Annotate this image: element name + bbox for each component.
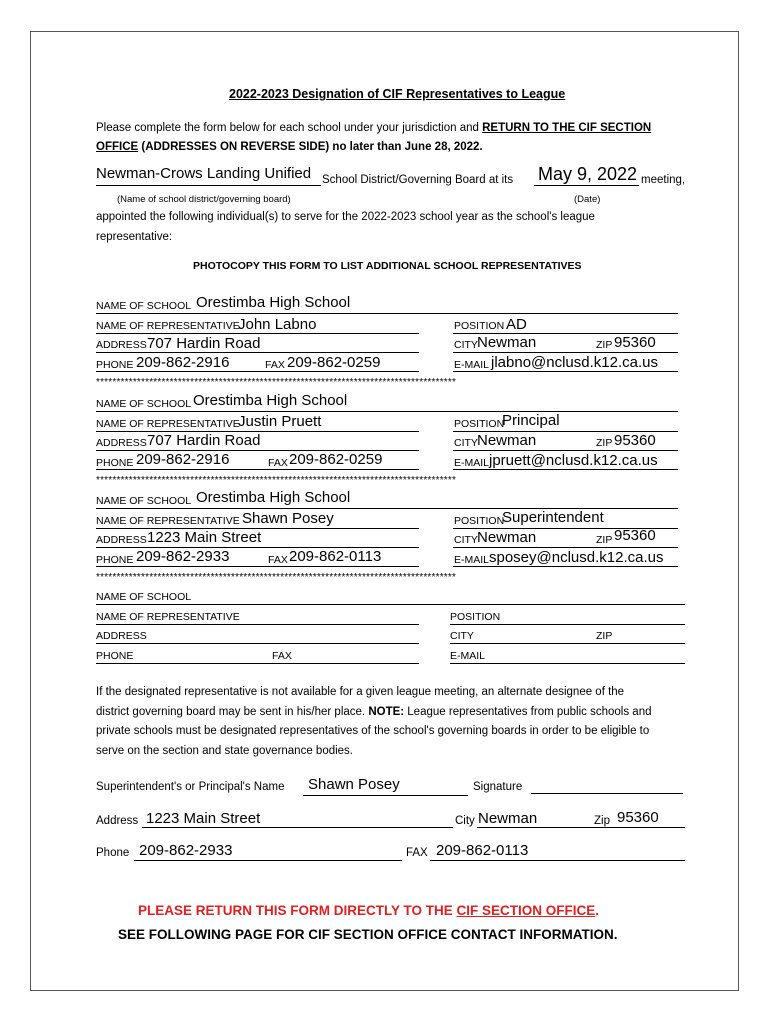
city-zip-field[interactable] [450,643,685,644]
city-zip-underline [453,450,678,451]
address-field[interactable] [96,643,419,644]
position-label: POSITION [450,611,501,623]
phone-fax-underline [96,469,419,470]
city-value[interactable]: Newman [477,432,537,449]
city-label: CITY [450,630,474,642]
signoff-fax-label: FAX [406,847,428,859]
signoff-phone-underline [134,860,402,861]
phone-fax-field[interactable] [96,663,419,664]
notice-line-4: serve on the section and state governance bodies. [96,745,354,757]
title-text: 2022-2023 Designation of CIF Representatives to League [229,87,566,101]
signoff-zip-label: Zip [594,815,610,827]
city-label: CITY [454,437,478,449]
city-zip-underline [453,352,678,353]
phone-value[interactable]: 209-862-2916 [136,451,230,468]
return-text: PLEASE RETURN THIS FORM DIRECTLY TO THE [138,903,457,918]
zip-label: ZIP [596,534,613,546]
address-label: ADDRESS [96,339,147,351]
rep-value[interactable]: Justin Pruett [238,413,322,430]
school-value[interactable]: Orestimba High School [193,392,348,409]
city-value[interactable]: Newman [477,334,537,351]
position-value[interactable]: Superintendent [502,509,604,526]
address-label: ADDRESS [96,437,147,449]
city-label: CITY [454,534,478,546]
fax-label: FAX [268,457,288,469]
rep-label: NAME OF REPRESENTATIVE [96,320,240,332]
date-value[interactable]: May 9, 2022 [538,164,638,184]
position-label: POSITION [454,320,505,332]
intro-line-1 [96,122,651,134]
appoint-line-2: representative: [96,231,173,243]
separator-1: **************************************************************************************** [96,377,457,388]
signoff-address-underline [142,827,453,828]
email-label: E-MAIL [450,650,486,662]
address-underline [96,352,419,353]
page-title [229,87,565,101]
email-value[interactable]: jpruett@nclusd.k12.ca.us [489,452,658,469]
notice-text-2b: League representatives from public schools and [404,706,652,718]
notice-text-2a: district governing board may be sent in his/her place. [96,706,369,718]
rep-label: NAME OF REPRESENTATIVE [96,611,240,623]
phone-label: PHONE [96,650,134,662]
intro-text: Please complete the form below for each school under your jurisdiction and [96,122,483,134]
signoff-name-underline [303,795,468,796]
phone-fax-underline [96,371,419,372]
signoff-name-value[interactable]: Shawn Posey [308,776,400,793]
email-label: E-MAIL [454,457,490,469]
district-caption: (Name of school district/governing board) [117,194,291,205]
email-label: E-MAIL [454,359,490,371]
signoff-city-zip-underline [477,827,685,828]
email-underline [453,566,678,567]
rep-value[interactable]: John Labno [238,316,317,333]
photocopy-note: PHOTOCOPY THIS FORM TO LIST ADDITIONAL SCHOOL REPRESENTATIVES [193,260,582,272]
notice-note-label: NOTE: [368,706,405,718]
school-field[interactable] [96,604,685,605]
city-zip-underline [453,547,678,548]
school-underline [96,313,678,314]
address-label: ADDRESS [96,630,147,642]
intro-return-bold: RETURN TO THE CIF SECTION [482,122,652,134]
signoff-fax-value[interactable]: 209-862-0113 [436,842,529,859]
signoff-phone-label: Phone [96,847,130,859]
position-value[interactable]: Principal [502,412,560,429]
email-value[interactable]: sposey@nclusd.k12.ca.us [489,549,664,566]
signoff-city-value[interactable]: Newman [478,810,538,827]
rep-field[interactable] [96,624,419,625]
email-field[interactable] [450,663,685,664]
email-value[interactable]: jlabno@nclusd.k12.ca.us [491,354,658,371]
city-value[interactable]: Newman [477,529,537,546]
fax-value[interactable]: 209-862-0113 [289,548,382,565]
district-value[interactable]: Newman-Crows Landing Unified [96,165,312,182]
address-label: ADDRESS [96,534,147,546]
email-label: E-MAIL [454,554,490,566]
return-notice [138,903,599,918]
address-value[interactable]: 707 Hardin Road [147,335,261,352]
position-label: POSITION [454,418,505,430]
fax-label: FAX [268,554,288,566]
position-field[interactable] [450,624,685,625]
school-label: NAME OF SCHOOL [96,591,192,603]
school-label: NAME OF SCHOOL [96,495,192,507]
signature-label: Signature [473,781,523,793]
fax-label: FAX [265,359,285,371]
separator-3: **************************************************************************************** [96,572,457,583]
zip-value[interactable]: 95360 [614,527,656,544]
date-underline [534,185,639,186]
fax-label: FAX [272,650,292,662]
intro-deadline: (ADDRESSES ON REVERSE SIDE) no later than June 28, 2022. [138,141,483,153]
rep-label: NAME OF REPRESENTATIVE [96,418,240,430]
notice-line-1 [96,686,624,698]
position-label: POSITION [454,515,505,527]
position-value[interactable]: AD [506,316,527,333]
zip-value[interactable]: 95360 [614,432,656,449]
rep-label: NAME OF REPRESENTATIVE [96,515,240,527]
district-mid-text: School District/Governing Board at its [322,174,514,186]
signoff-city-label: City [455,815,475,827]
signature-field[interactable] [531,793,683,794]
fax-value[interactable]: 209-862-0259 [287,354,381,371]
rep-value[interactable]: Shawn Posey [242,510,334,527]
signoff-zip-value[interactable]: 95360 [617,809,659,826]
notice-line-3: private schools must be designated representatives of the school's governing boards in order to be eligible to [96,725,650,737]
notice-line-2 [96,706,652,718]
intro-office-bold: OFFICE [96,141,139,153]
signoff-fax-underline [430,860,685,861]
return-end: . [595,903,600,918]
phone-label: PHONE [96,457,134,469]
phone-label: PHONE [96,554,134,566]
address-value[interactable]: 1223 Main Street [147,529,262,546]
meeting-text: meeting, [641,174,686,186]
school-label: NAME OF SCHOOL [96,300,192,312]
city-label: CITY [454,339,478,351]
intro-line-2 [96,141,483,153]
contact-info-notice: SEE FOLLOWING PAGE FOR CIF SECTION OFFICE CONTACT INFORMATION. [118,927,618,942]
appoint-line-1: appointed the following individual(s) to serve for the 2022-2023 school year as the school's league [96,211,595,223]
school-underline [96,411,678,412]
school-value[interactable]: Orestimba High School [196,489,351,506]
address-value[interactable]: 707 Hardin Road [147,432,261,449]
signoff-phone-value[interactable]: 209-862-2933 [139,842,233,859]
date-caption: (Date) [574,194,601,205]
email-underline [453,469,678,470]
email-underline [453,371,678,372]
cif-section-office-link[interactable]: CIF SECTION OFFICE [456,903,596,918]
district-underline [96,185,321,186]
school-value[interactable]: Orestimba High School [196,294,351,311]
phone-fax-underline [96,566,419,567]
school-label: NAME OF SCHOOL [96,398,192,410]
zip-label: ZIP [596,437,613,449]
zip-label: ZIP [596,630,613,642]
rep-underline [96,333,419,334]
signoff-address-value[interactable]: 1223 Main Street [146,810,261,827]
zip-label: ZIP [596,339,613,351]
signoff-address-label: Address [96,815,139,827]
phone-value[interactable]: 209-862-2916 [136,354,230,371]
signoff-name-label: Superintendent's or Principal's Name [96,781,285,793]
fax-value[interactable]: 209-862-0259 [289,451,383,468]
zip-value[interactable]: 95360 [614,334,656,351]
phone-value[interactable]: 209-862-2933 [136,548,230,565]
notice-text-1: If the designated representative is not available for a given league meeting, an alternate designee of the [96,686,625,698]
separator-2: **************************************************************************************** [96,475,457,486]
phone-label: PHONE [96,359,134,371]
